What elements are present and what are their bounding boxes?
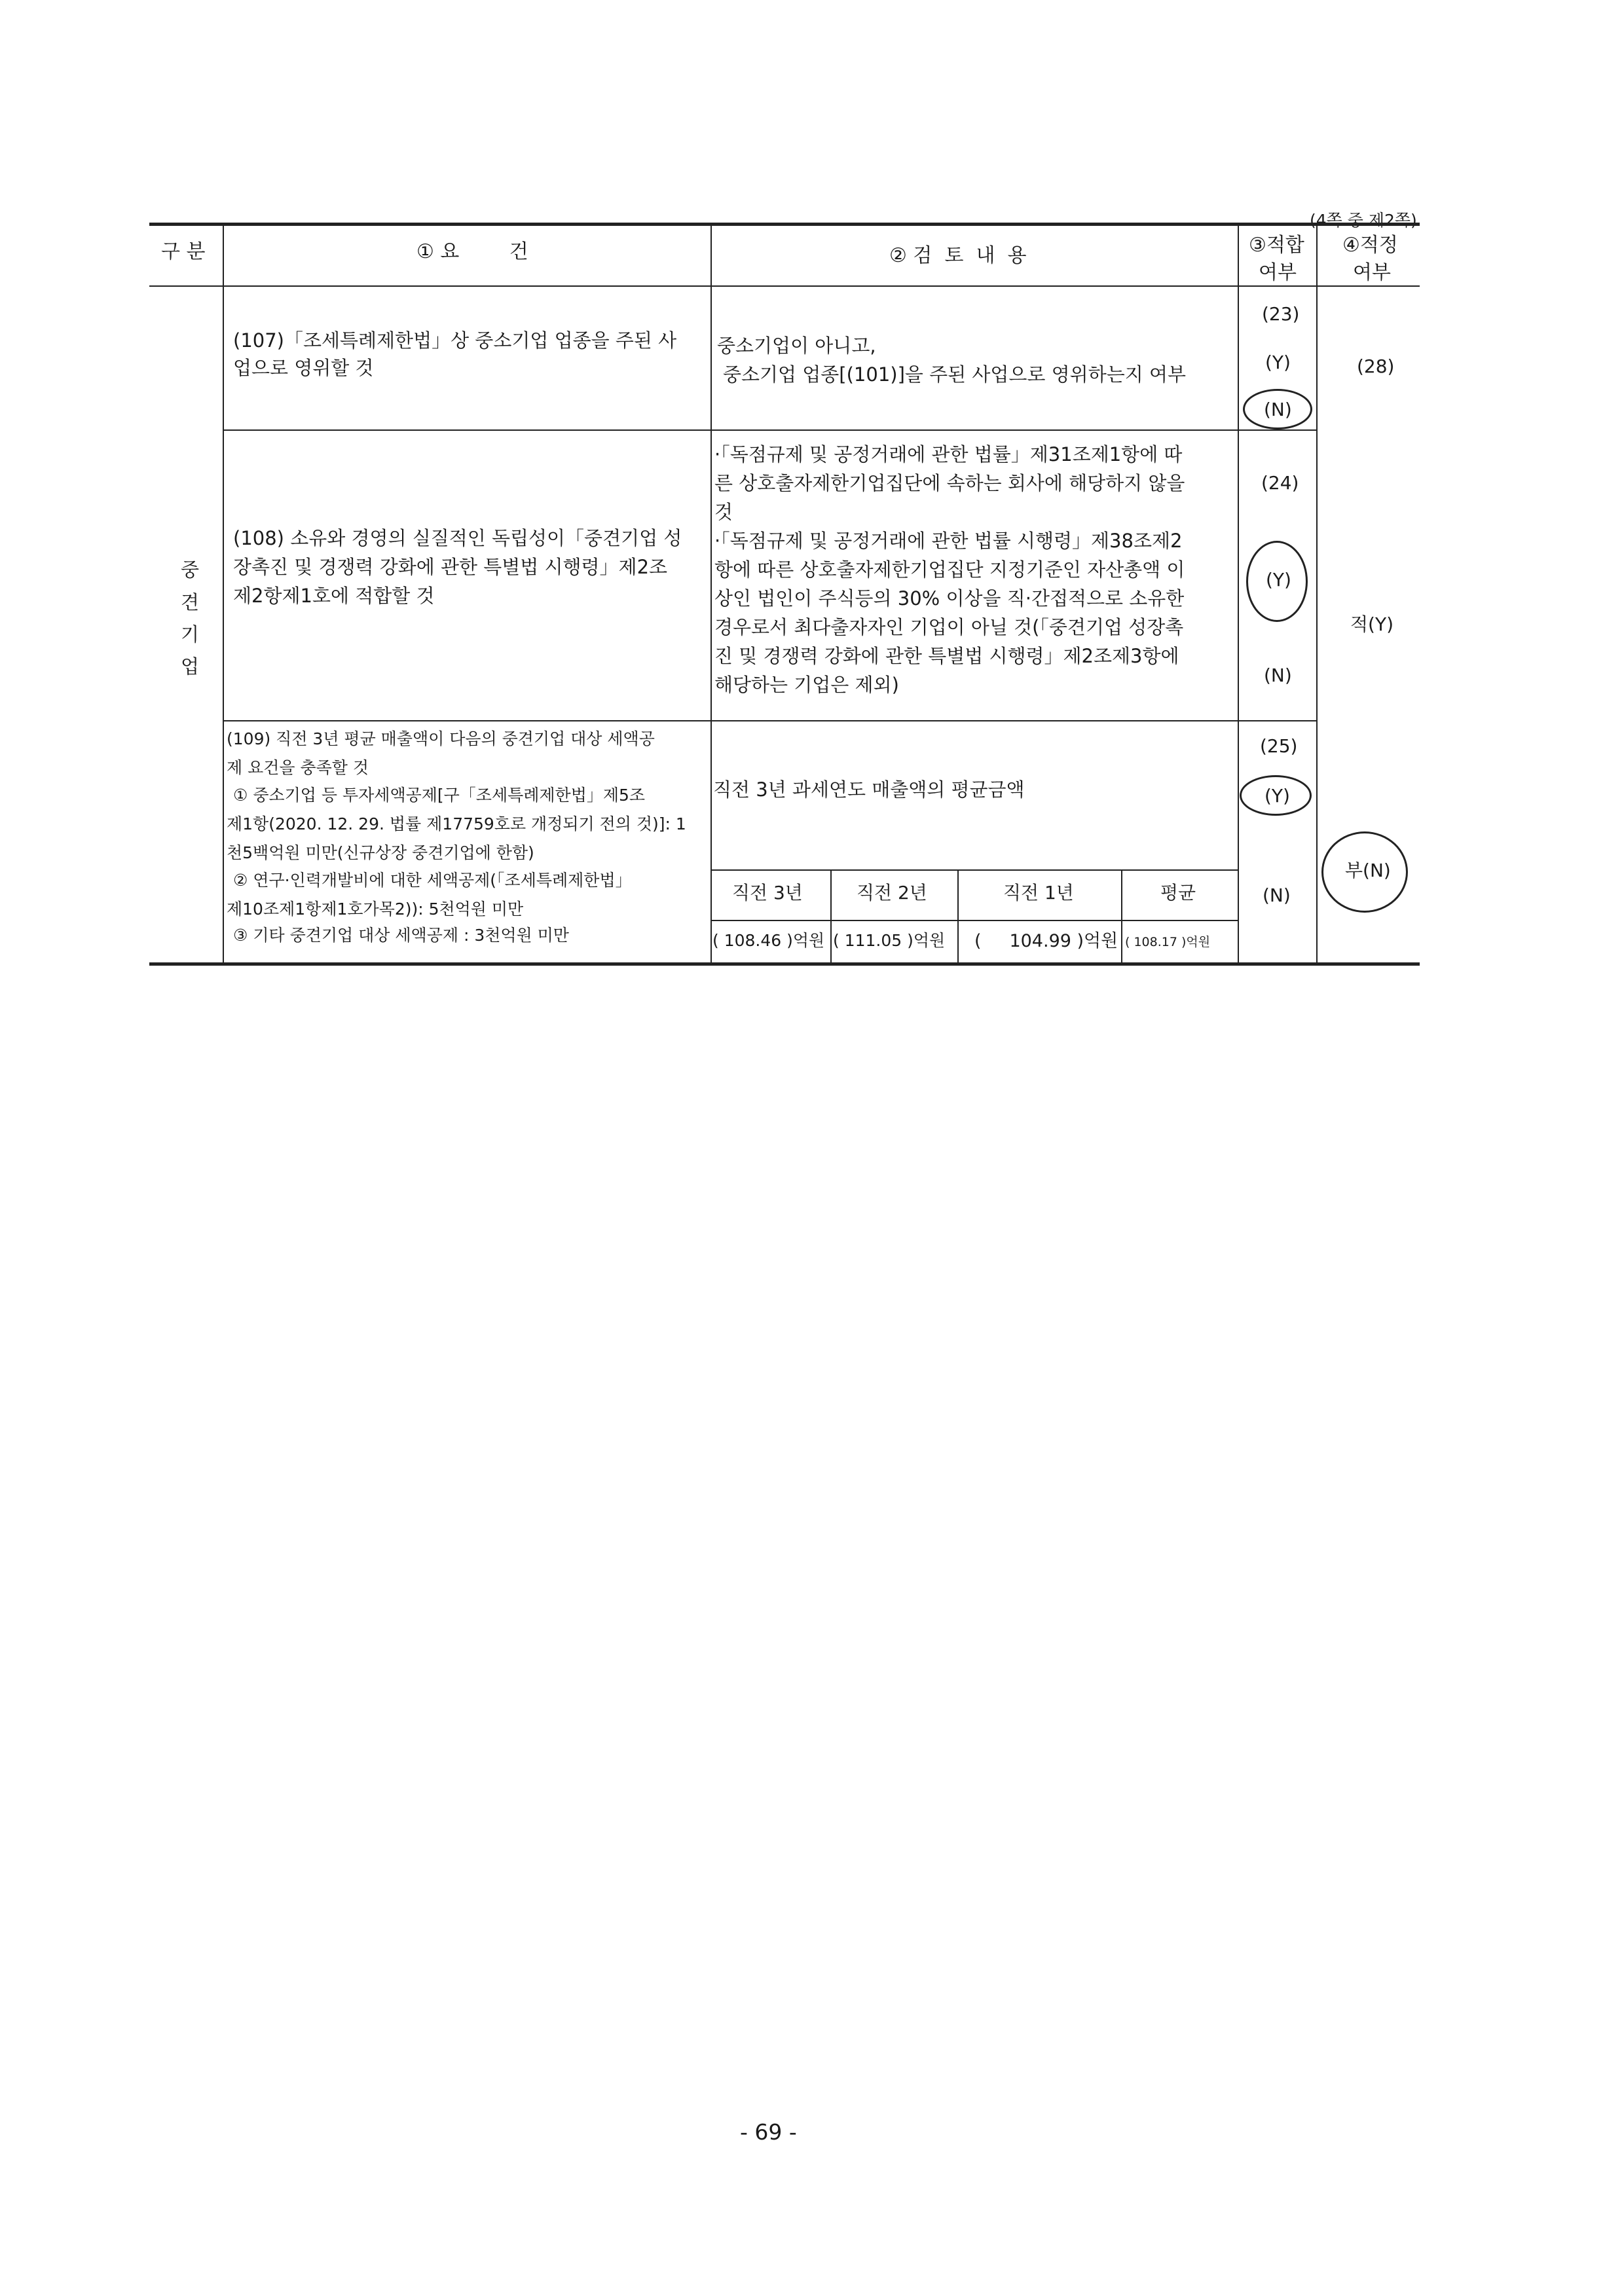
row-109-req-line2: 제 요건을 충족할 것 (227, 758, 369, 777)
row-107-review-line1: 중소기업이 아니고, (717, 335, 876, 357)
sales-header-3y: 직전 3년 (732, 882, 803, 903)
sales-value-2y: ( 111.05 )억원 (833, 931, 946, 950)
row-108-review-line3: 것 (714, 501, 733, 523)
sales-value-3y: ( 108.46 )억원 (712, 931, 825, 950)
row-109-req-line4: 제1항(2020. 12. 29. 법률 제17759호로 개정되기 전의 것)]: 1 (227, 814, 686, 833)
proper-inadequate: 부(N) (1345, 860, 1391, 881)
row-108-req-line2: 장촉진 및 경쟁력 강화에 관한 특별법 시행령」제2조 (233, 556, 668, 578)
row-109-fit-number: (25) (1260, 735, 1298, 757)
row-108-review-line8: 진 및 경쟁력 강화에 관한 특별법 시행령」제2조제3항에 (714, 645, 1179, 667)
row-107-fit-no-option: (N) (1264, 399, 1292, 420)
header-fit-line2: 여부 (1259, 261, 1297, 284)
header-review: ② 검 토 내 용 (889, 244, 1027, 267)
row-109-req-line3: ① 중소기업 등 투자세액공제[구「조세특례제한법」제5조 (233, 786, 646, 805)
row-109-fit-no-option: (N) (1263, 884, 1291, 906)
row-108-review-line5: 항에 따른 상호출자제한기업집단 지정기준인 자산총액 이 (714, 558, 1185, 581)
row-108-req-line1: (108) 소유와 경영의 실질적인 독립성이「중견기업 성 (233, 527, 682, 549)
header-proper-line2: 여부 (1353, 261, 1391, 284)
row-107-fit-yes: (Y) (1265, 352, 1291, 373)
row-109-review: 직전 3년 과세연도 매출액의 평균금액 (713, 778, 1025, 801)
header-requirement: ① 요 건 (416, 240, 528, 263)
row-109-req-line7: 제10조제1항제1호가목2)): 5천억원 미만 (227, 900, 524, 919)
row-109-fit-yes: (Y) (1264, 785, 1290, 807)
row-108-review-line2: 른 상호출자제한기업집단에 속하는 회사에 해당하지 않을 (714, 472, 1185, 494)
row-108-review-line7: 경우로서 최다출자자인 기업이 아닐 것(「중견기업 성장촉 (714, 616, 1184, 638)
row-108-review-line4: ·「독점규제 및 공정거래에 관한 법률 시행령」제38조제2 (714, 530, 1183, 552)
sales-header-2y: 직전 2년 (857, 882, 927, 903)
proper-adequate: 적(Y) (1350, 613, 1393, 635)
row-109-req-line5: 천5백억원 미만(신규상장 중견기업에 한함) (227, 843, 534, 862)
page-number: - 69 - (740, 2119, 797, 2145)
row-109-req-line8: ③ 기타 중견기업 대상 세액공제 : 3천억원 미만 (233, 926, 569, 945)
row-107-req-line1: (107)「조세특례제한법」상 중소기업 업종을 주된 사 (233, 329, 677, 352)
row-108-review-line6: 상인 법인이 주식등의 30% 이상을 직·간접적으로 소유한 (714, 587, 1185, 610)
sales-header-1y: 직전 1년 (1003, 882, 1074, 903)
row-108-fit-number: (24) (1261, 472, 1299, 494)
row-109-req-line1: (109) 직전 3년 평균 매출액이 다음의 중견기업 대상 세액공 (227, 729, 655, 748)
proper-number: (28) (1357, 355, 1395, 377)
row-107-req-line2: 업으로 영위할 것 (233, 357, 374, 379)
row-107-fit-number: (23) (1262, 303, 1300, 325)
row-108-review-line1: ·「독점규제 및 공정거래에 관한 법률」제31조제1항에 따 (714, 443, 1183, 465)
row-108-fit-yes: (Y) (1266, 569, 1291, 591)
sales-header-average: 평균 (1160, 882, 1196, 903)
sales-value-1y: ( 104.99 )억원 (974, 931, 1118, 951)
row-108-req-line3: 제2항제1호에 적합할 것 (233, 585, 435, 607)
row-108-review-line9: 해당하는 기업은 제외) (714, 674, 899, 696)
row-109-req-line6: ② 연구·인력개발비에 대한 세액공제(「조세특례제한법」 (233, 871, 632, 890)
row-107-review-line2: 중소기업 업종[(101)]을 주된 사업으로 영위하는지 여부 (723, 363, 1186, 386)
header-fit-line1: ③적합 (1249, 234, 1304, 257)
page-count-label: (4쪽 중 제2쪽) (1310, 211, 1417, 230)
header-category: 구 분 (161, 240, 206, 263)
row-108-fit-no-option: (N) (1264, 665, 1292, 686)
header-proper-line1: ④적정 (1342, 234, 1398, 257)
sales-value-average: ( 108.17 )억원 (1125, 935, 1211, 949)
